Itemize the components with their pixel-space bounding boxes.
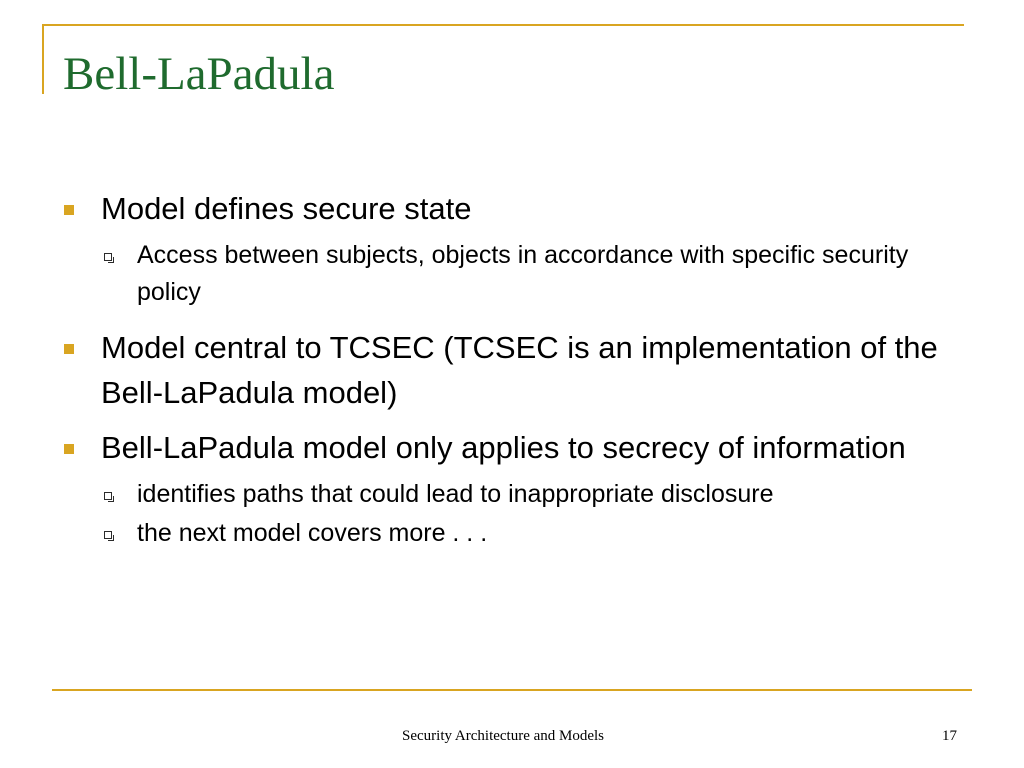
bullet-item-2: [62, 325, 952, 415]
sub-bullet-item-3-1: [62, 476, 952, 513]
sub-bullet-item-1-1: [62, 237, 952, 311]
bullet-item-3: [62, 425, 952, 470]
left-frame-line: [42, 24, 44, 94]
footer-title: Security Architecture and Models: [402, 728, 605, 744]
page-number: 17: [942, 728, 957, 744]
bullet-item-1: [62, 186, 952, 231]
square-bullet-icon: [64, 444, 74, 454]
bottom-frame-line: [52, 689, 972, 691]
top-frame-line: [42, 24, 964, 26]
square-bullet-icon: [64, 344, 74, 354]
sub-bullet-text: identifies paths that could lead to inappropriate disclosure: [137, 480, 774, 508]
bullet-text: Bell-LaPadula model only applies to secrecy of information: [101, 430, 906, 465]
sub-bullet-text: the next model covers more . . .: [137, 519, 488, 547]
sub-bullet-text: Access between subjects, objects in accordance with specific security policy: [137, 241, 909, 306]
slide-title: Bell-LaPadula: [63, 48, 335, 100]
square-bullet-icon: [64, 205, 74, 215]
bullet-text: Model defines secure state: [101, 191, 472, 226]
hollow-square-bullet-icon: [104, 492, 112, 500]
hollow-square-bullet-icon: [104, 531, 112, 539]
bullet-list: [62, 186, 952, 558]
sub-bullet-item-3-2: [62, 515, 952, 552]
bullet-text: Model central to TCSEC (TCSEC is an implementation of the Bell-LaPadula model): [101, 330, 938, 410]
hollow-square-bullet-icon: [104, 253, 112, 261]
